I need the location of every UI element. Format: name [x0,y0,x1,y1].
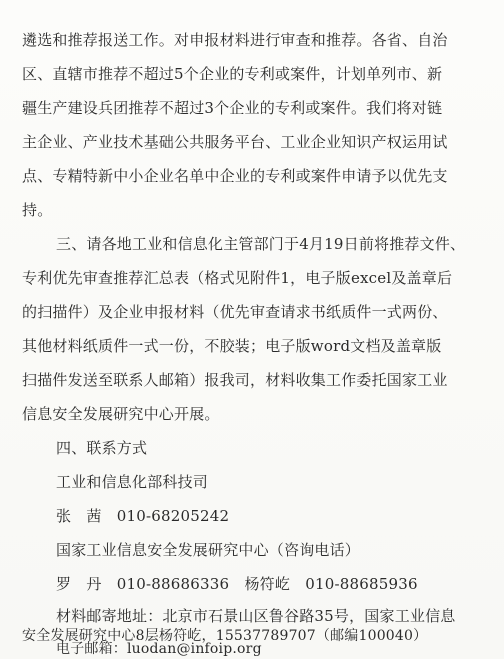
center-name: 国家工业信息安全发展研究中心（咨询电话） [56,541,361,559]
paragraph-line: 扫描件发送至联系人邮箱）报我司，材料收集工作委托国家工业 [22,371,448,389]
mailing-address: 材料邮寄地址：北京市石景山区鲁谷路35号，国家工业信息 [56,607,456,625]
paragraph-line: 区、直辖市推荐不超过5个企业的专利或案件，计划单列市、新 [22,65,443,83]
email-line: 电子邮箱：luodan@infoip.org [56,641,262,657]
mailing-address: 安全发展研究中心8层杨符屹，15537789707（邮编100040） [22,628,428,644]
paragraph-line: 其他材料纸质件一式一份，不胶装；电子版word文档及盖章版 [22,337,442,355]
section-heading: 四、联系方式 [56,439,148,457]
paragraph-line: 专利优先审查推荐汇总表（格式见附件1，电子版excel及盖章后 [22,269,453,287]
paragraph-line: 的扫描件）及企业申报材料（优先审查请求书纸质件一式两份、 [22,303,448,321]
paragraph-line: 三、请各地工业和信息化主管部门于4月19日前将推荐文件、 [56,235,466,253]
paragraph-line: 点、专精特新中小企业名单中企业的专利或案件申请予以优先支 [22,167,448,185]
contact-persons: 罗 丹 010-88686336 杨符屹 010-88685936 [56,575,418,593]
paragraph-line: 遴选和推荐报送工作。对申报材料进行审查和推荐。各省、自治 [22,31,448,49]
paragraph-line: 主企业、产业技术基础公共服务平台、工业企业知识产权运用试 [22,133,448,151]
paragraph-line: 持。 [22,201,53,219]
contact-person: 张 茜 010-68205242 [56,507,230,525]
department-name: 工业和信息化部科技司 [56,473,209,491]
paragraph-line: 疆生产建设兵团推荐不超过3个企业的专利或案件。我们将对链 [22,99,443,117]
paragraph-line: 信息安全发展研究中心开展。 [22,405,220,423]
